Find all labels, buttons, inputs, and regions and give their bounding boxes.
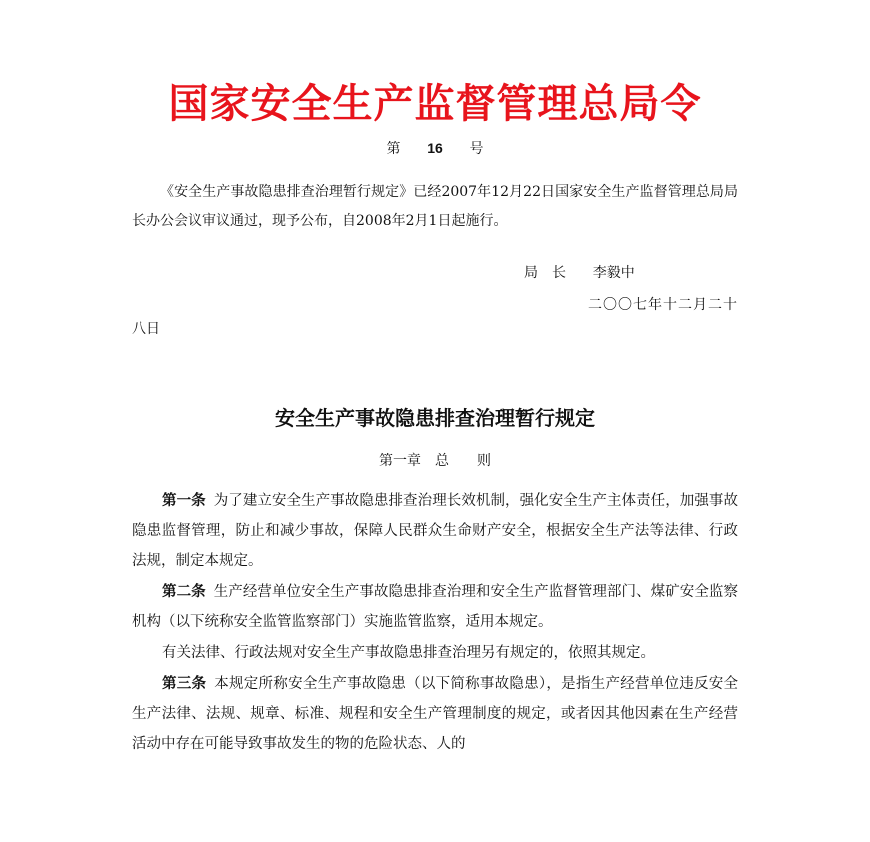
signer-position: 局 长: [524, 265, 566, 281]
article-1: [132, 486, 738, 576]
signer-line: [524, 262, 635, 282]
signer-name: 李毅中: [592, 265, 635, 281]
article-3: [132, 669, 738, 759]
chapter-heading: 第一章 总 则: [379, 453, 491, 469]
article-text: 有关法律、行政法规对安全生产事故隐患排查治理另有规定的，依照其规定。: [162, 645, 655, 661]
order-number: [0, 138, 870, 158]
order-title: 国家安全生产监督管理总局令: [168, 80, 702, 127]
article-2-paragraph: [132, 638, 738, 668]
signature-date-line1: 二〇〇七年十二月二十: [588, 297, 738, 313]
articles: [132, 486, 738, 759]
article-text: 本规定所称安全生产事故隐患（以下简称事故隐患），是指生产经营单位违反安全生产法律、法规、规章、标准、规程和安全生产管理制度的规定，或者因其他因素在生产经营活动中存在可能导致事故发生的物的危险状态、人的: [132, 676, 739, 752]
announcement: [132, 178, 738, 236]
article-2: [132, 577, 738, 637]
signature-date-line2: 八日: [132, 321, 160, 337]
article-label: 第二条: [162, 583, 206, 600]
order-number-prefix: 第: [386, 141, 401, 157]
article-text: 为了建立安全生产事故隐患排查治理长效机制，强化安全生产主体责任，加强事故隐患监督管理，防止和减少事故，保障人民群众生命财产安全，根据安全生产法等法律、行政法规，制定本规定。: [132, 493, 739, 569]
order-number-value: 16: [427, 140, 443, 156]
article-label: 第三条: [162, 675, 207, 692]
announcement-text: 《安全生产事故隐患排查治理暂行规定》已经2007年12月22日国家安全生产监督管理总局局长办公会议审议通过，现予公布，自2008年2月1日起施行。: [132, 184, 738, 229]
article-label: 第一条: [162, 492, 206, 509]
article-text: 生产经营单位安全生产事故隐患排查治理和安全生产监督管理部门、煤矿安全监察机构（以下统称安全监管监察部门）实施监管监察，适用本规定。: [132, 584, 739, 630]
order-number-suffix: 号: [469, 141, 484, 157]
regulation-title: 安全生产事故隐患排查治理暂行规定: [275, 406, 595, 430]
